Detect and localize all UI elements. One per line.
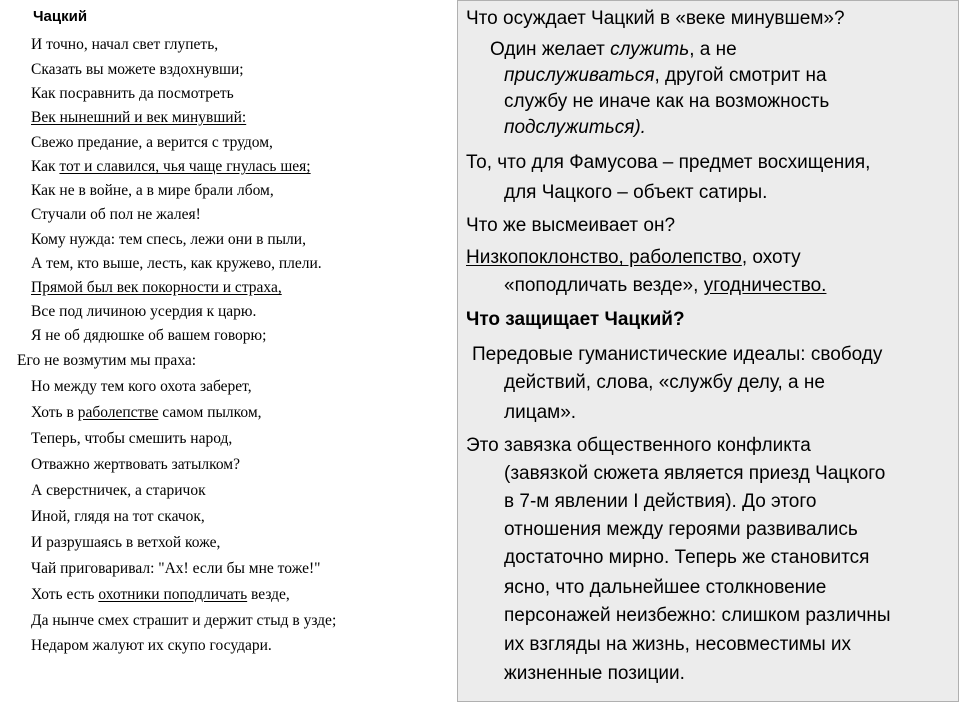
poem-title: Чацкий (33, 8, 88, 25)
answer-line: службу не иначе как на возможность (504, 91, 830, 112)
paragraph-line: персонажей неизбежно: слишком различны (504, 605, 891, 626)
poem-line-underlined: Век нынешний и век минувший: (31, 109, 247, 126)
poem-line: Свежо предание, а верится с трудом, (31, 134, 273, 151)
paragraph-line: (завязкой сюжета является приезд Чацкого (504, 463, 886, 484)
poem-line: Кому нужда: тем спесь, лежи они в пыли, (31, 231, 306, 248)
question-condemns: Что осуждает Чацкий в «веке минувшем»? (466, 8, 845, 29)
poem-line: Я не об дядюшке об вашем говорю; (31, 327, 267, 344)
answer-line: «поподличать везде», угодничество. (504, 275, 827, 296)
paragraph-line: достаточно мирно. Теперь же становится (504, 547, 870, 568)
answer-line: подслужиться). (504, 117, 646, 138)
poem-line: Иной, глядя на тот скачок, (31, 508, 205, 525)
poem-line: Хоть в раболепстве самом пылком, (31, 404, 262, 421)
answer-line: действий, слова, «службу делу, а не (504, 372, 825, 393)
answer-line: прислуживаться, другой смотрит на (504, 65, 827, 86)
poem-line: Но между тем кого охота заберет, (31, 378, 252, 395)
poem-line: Как тот и славился, чья чаще гнулась шея; (31, 158, 311, 175)
paragraph-line: Это завязка общественного конфликта (466, 435, 811, 456)
underlined-phrase: охотники поподличать (98, 586, 248, 603)
poem-line: Чай приговаривал: "Ах! если бы мне тоже!" (31, 560, 321, 577)
poem-line: Сказать вы можете вздохнувши; (31, 61, 244, 78)
poem-line: Его не возмутим мы праха: (17, 352, 197, 369)
poem-line-underlined: Прямой был век покорности и страха, (31, 279, 282, 296)
paragraph-line: для Чацкого – объект сатиры. (504, 182, 768, 203)
answer-line: Низкопоклонство, раболепство, охоту (466, 247, 801, 268)
paragraph-line: в 7-м явлении I действия). До этого (504, 491, 817, 512)
poem-line: И разрушаясь в ветхой коже, (31, 534, 221, 551)
paragraph-line: отношения между героями развивались (504, 519, 858, 540)
underlined-phrase: тот и славился, чья чаще гнулась шея; (59, 158, 311, 175)
answer-line: лицам». (504, 402, 577, 423)
poem-line: А тем, кто выше, лесть, как кружево, плели. (31, 255, 322, 272)
answer-line: Один желает служить, а не (490, 39, 737, 60)
poem-line: Да нынче смех страшит и держит стыд в узде; (31, 612, 337, 629)
analysis-panel (457, 0, 959, 702)
paragraph-line: То, что для Фамусова – предмет восхищения, (466, 152, 871, 173)
poem-line: Как не в войне, а в мире брали лбом, (31, 182, 274, 199)
paragraph-line: жизненные позиции. (504, 663, 685, 684)
poem-line: А сверстничек, а старичок (31, 482, 206, 499)
poem-line: Недаром жалуют их скупо государи. (31, 637, 272, 654)
poem-line: Как посравнить да посмотреть (31, 85, 234, 102)
poem-line: Теперь, чтобы смешить народ, (31, 430, 233, 447)
underlined-phrase: раболепстве (77, 404, 159, 421)
poem-line: И точно, начал свет глупеть, (31, 36, 219, 53)
paragraph-line: их взгляды на жизнь, несовместимы их (504, 634, 851, 655)
poem-line: Хоть есть охотники поподличать везде, (31, 586, 290, 603)
answer-line: Передовые гуманистические идеалы: свободу (472, 344, 883, 365)
poem-panel (0, 0, 456, 720)
poem-line: Все под личиною усердия к царю. (31, 303, 257, 320)
poem-line: Отважно жертвовать затылком? (31, 456, 240, 473)
paragraph-line: ясно, что дальнейшее столкновение (504, 577, 827, 598)
question-defends: Что защищает Чацкий? (466, 309, 685, 330)
question-ridicules: Что же высмеивает он? (466, 215, 676, 236)
poem-line: Стучали об пол не жалея! (31, 206, 201, 223)
